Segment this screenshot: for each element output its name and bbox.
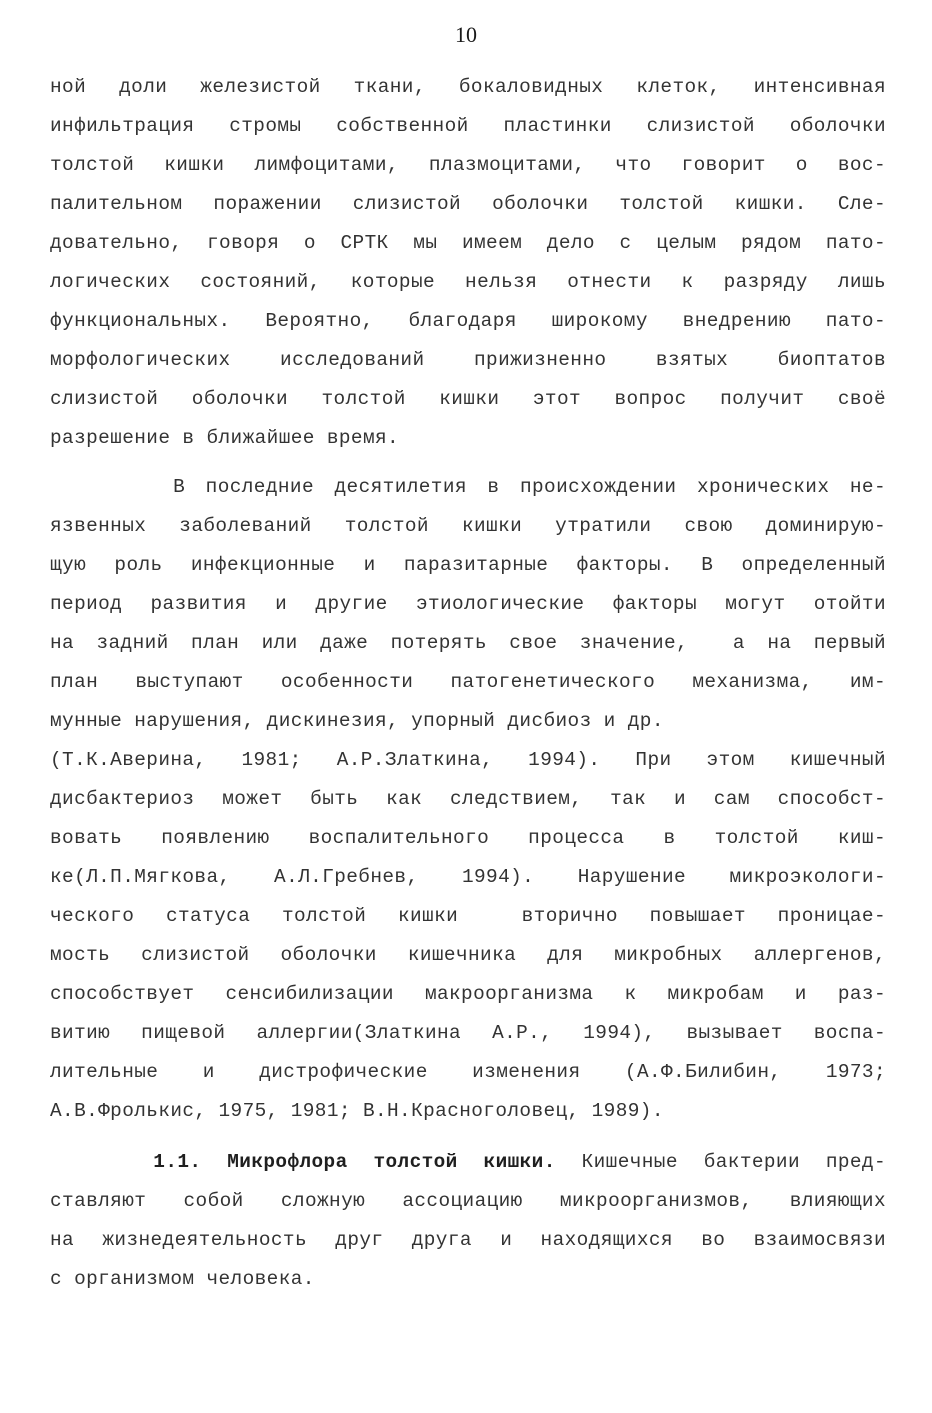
text-line: морфологических исследований прижизненно взятых биоптатов [50, 349, 886, 371]
section-heading-line [50, 1143, 886, 1182]
section-heading: 1.1. Микрофлора толстой кишки. [50, 1151, 556, 1173]
text-line: план выступают особенности патогенетического механизма, им- [50, 671, 886, 693]
text-line: разрешение в ближайшее время. [50, 427, 400, 449]
text-line: В последние десятилетия в происхождении хронических не- [50, 476, 886, 498]
text-line: вовать появлению воспалительного процесса в толстой киш- [50, 827, 886, 849]
text-line: инфильтрация стромы собственной пластинки слизистой оболочки [50, 115, 886, 137]
text-line: слизистой оболочки толстой кишки этот вопрос получит своё [50, 388, 886, 410]
text-line: дисбактериоз может быть как следствием, так и сам способст- [50, 788, 886, 810]
text-line: ставляют собой сложную ассоциацию микроорганизмов, влияющих [50, 1190, 886, 1212]
text-line: функциональных. Вероятно, благодаря широкому внедрению пато- [50, 310, 886, 332]
text-line: толстой кишки лимфоцитами, плазмоцитами, что говорит о вос- [50, 154, 886, 176]
text-line: ческого статуса толстой кишки вторично повышает проницае- [50, 905, 886, 927]
text-line: на задний план или даже потерять свое значение, а на первый [50, 632, 886, 654]
section-1-1 [50, 1143, 886, 1299]
text-line: щую роль инфекционные и паразитарные факторы. В определенный [50, 554, 886, 576]
text-line: довательно, говоря о СРТК мы имеем дело с целым рядом пато- [50, 232, 886, 254]
text-line: палительном поражении слизистой оболочки толстой кишки. Сле- [50, 193, 886, 215]
text-line: (Т.К.Аверина, 1981; А.Р.Златкина, 1994). При этом кишечный [50, 749, 886, 771]
text-line: с организмом человека. [50, 1268, 315, 1290]
text-fragment: Кишечные бактерии пред- [555, 1151, 887, 1173]
text-line: А.В.Фролькис, 1975, 1981; В.Н.Красноголовец, 1989). [50, 1100, 664, 1122]
paragraph-2 [50, 468, 886, 1131]
text-line: логических состояний, которые нельзя отнести к разряду лишь [50, 271, 886, 293]
text-line: ке(Л.П.Мягкова, А.Л.Гребнев, 1994). Нарушение микроэкологи- [50, 866, 886, 888]
text-line: ной доли железистой ткани, бокаловидных клеток, интенсивная [50, 76, 886, 98]
text-line: язвенных заболеваний толстой кишки утратили свою доминирую- [50, 515, 886, 537]
text-line: на жизнедеятельность друг друга и находящихся во взаимосвязи [50, 1229, 886, 1251]
text-line: витию пищевой аллергии(Златкина А.Р., 1994), вызывает воспа- [50, 1022, 886, 1044]
text-line: лительные и дистрофические изменения (А.Ф.Билибин, 1973; [50, 1061, 886, 1083]
text-line: мунные нарушения, дискинезия, упорный дисбиоз и др. [50, 710, 664, 732]
page-number: 10 [455, 22, 477, 47]
text-line: мость слизистой оболочки кишечника для микробных аллергенов, [50, 944, 886, 966]
paragraph-1 [50, 68, 886, 458]
text-line: период развития и другие этиологические факторы могут отойти [50, 593, 886, 615]
text-line: способствует сенсибилизации макроорганизма к микробам и раз- [50, 983, 886, 1005]
